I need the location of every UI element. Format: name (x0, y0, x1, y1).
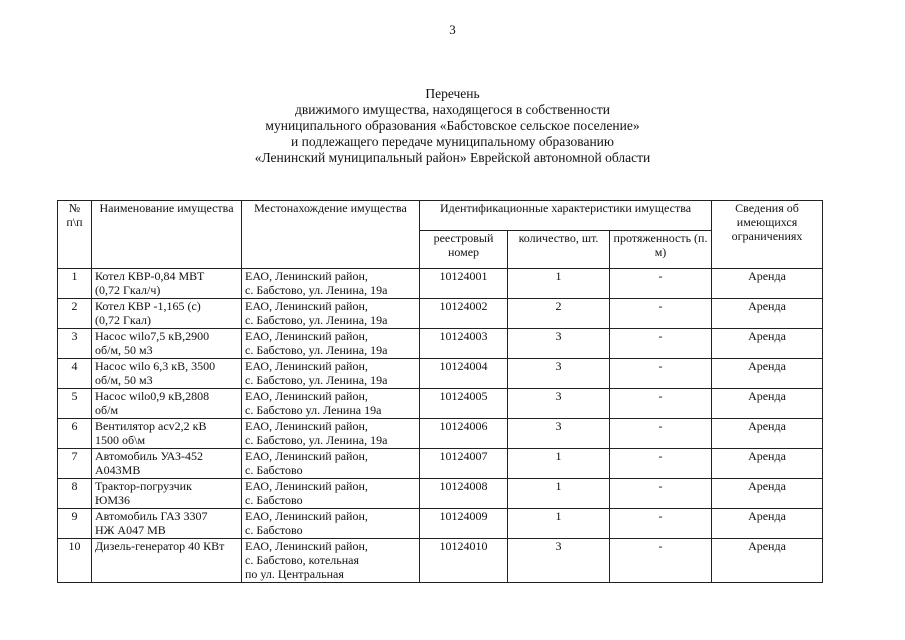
cell-num-text: 8 (71, 479, 78, 493)
cell-location-text: ЕАО, Ленинский район, (245, 419, 368, 433)
cell-name (92, 539, 242, 583)
cell-name-text: об/м, 50 м3 (95, 373, 153, 387)
cell-length-text: - (658, 509, 663, 523)
cell-name-text: Автомобиль УАЗ-452 (95, 449, 204, 463)
cell-location (242, 509, 420, 539)
header-num: № п\п (58, 201, 92, 269)
cell-quantity (508, 329, 610, 359)
cell-location-text: ЕАО, Ленинский район, (245, 449, 368, 463)
cell-restriction (712, 479, 823, 509)
cell-length (610, 509, 712, 539)
cell-location-text: с. Бабстово (245, 463, 303, 477)
cell-num-text: 3 (71, 329, 78, 343)
cell-name (92, 359, 242, 389)
cell-name-text: НЖ А047 МВ (95, 523, 166, 537)
cell-location-text: с. Бабстово, ул. Ленина, 19а (245, 433, 388, 447)
cell-reg-number-text: 10124002 (439, 299, 488, 313)
cell-location-text: с. Бабстово, ул. Ленина, 19а (245, 373, 388, 387)
cell-location-text: ЕАО, Ленинский район, (245, 329, 368, 343)
cell-location (242, 359, 420, 389)
cell-reg-number (420, 299, 508, 329)
cell-location (242, 269, 420, 299)
header-quantity: количество, шт. (508, 231, 610, 269)
cell-restriction-text: Аренда (748, 539, 786, 553)
cell-restriction-text: Аренда (748, 329, 786, 343)
cell-reg-number-text: 10124008 (439, 479, 488, 493)
cell-length-text: - (658, 449, 663, 463)
cell-name-text: Котел КВР-0,84 МВТ (95, 269, 205, 283)
table-row (58, 479, 823, 509)
cell-name (92, 449, 242, 479)
cell-length (610, 329, 712, 359)
cell-quantity (508, 479, 610, 509)
cell-length (610, 299, 712, 329)
title-line: и подлежащего передаче муниципальному образованию (291, 134, 614, 149)
cell-quantity-text: 3 (555, 329, 562, 343)
cell-location-text: с. Бабстово, котельная (245, 553, 360, 567)
cell-restriction-text: Аренда (748, 269, 786, 283)
cell-length (610, 389, 712, 419)
cell-reg-number-text: 10124005 (439, 389, 488, 403)
cell-num (58, 449, 92, 479)
cell-name-text: Котел КВР -1,165 (с) (95, 299, 201, 313)
cell-num-text: 7 (71, 449, 78, 463)
title-line: «Ленинский муниципальный район» Еврейской автономной области (254, 150, 651, 165)
cell-length-text: - (658, 359, 663, 373)
cell-quantity-text: 1 (555, 449, 562, 463)
cell-reg-number (420, 509, 508, 539)
cell-location-text: ЕАО, Ленинский район, (245, 269, 368, 283)
cell-num (58, 389, 92, 419)
cell-restriction (712, 509, 823, 539)
cell-length-text: - (658, 329, 663, 343)
cell-length (610, 449, 712, 479)
cell-location (242, 449, 420, 479)
cell-restriction (712, 329, 823, 359)
cell-name (92, 509, 242, 539)
cell-restriction-text: Аренда (748, 419, 786, 433)
cell-location-text: по ул. Центральная (245, 567, 344, 581)
title-line: Перечень (425, 86, 480, 101)
cell-quantity-text: 3 (555, 539, 562, 553)
cell-location-text: ЕАО, Ленинский район, (245, 509, 368, 523)
header-name: Наименование имущества (92, 201, 242, 269)
cell-num-text: 9 (71, 509, 78, 523)
title-line: движимого имущества, находящегося в собственности (294, 102, 611, 117)
cell-num-text: 6 (71, 419, 78, 433)
cell-location (242, 539, 420, 583)
cell-location-text: с. Бабстово, ул. Ленина, 19а (245, 283, 388, 297)
cell-reg-number-text: 10124003 (439, 329, 488, 343)
cell-quantity-text: 3 (555, 359, 562, 373)
cell-num (58, 299, 92, 329)
cell-quantity-text: 1 (555, 509, 562, 523)
page-number: 3 (449, 22, 456, 37)
table-row (58, 389, 823, 419)
cell-quantity (508, 359, 610, 389)
header-restrictions: Сведения об имеющихся ограничениях (712, 201, 823, 269)
cell-reg-number-text: 10124004 (439, 359, 488, 373)
cell-length (610, 539, 712, 583)
cell-quantity (508, 299, 610, 329)
cell-length-text: - (658, 269, 663, 283)
cell-length-text: - (658, 299, 663, 313)
cell-name (92, 269, 242, 299)
header-reg-number: реестровый номер (420, 231, 508, 269)
cell-restriction-text: Аренда (748, 389, 786, 403)
cell-location-text: ЕАО, Ленинский район, (245, 539, 368, 553)
table-header-row (58, 201, 823, 231)
cell-location-text: ЕАО, Ленинский район, (245, 299, 368, 313)
table-row (58, 299, 823, 329)
cell-name-text: Насос wilo0,9 кВ,2808 (95, 389, 210, 403)
cell-name (92, 479, 242, 509)
cell-quantity (508, 509, 610, 539)
cell-location-text: с. Бабстово, ул. Ленина, 19а (245, 313, 388, 327)
cell-location-text: ЕАО, Ленинский район, (245, 389, 368, 403)
table-row (58, 359, 823, 389)
cell-quantity-text: 2 (555, 299, 562, 313)
cell-quantity (508, 449, 610, 479)
cell-num-text: 2 (71, 299, 78, 313)
cell-restriction (712, 359, 823, 389)
cell-reg-number (420, 329, 508, 359)
cell-name-text: об/м (95, 403, 119, 417)
cell-location-text: ЕАО, Ленинский район, (245, 359, 368, 373)
cell-name-text: Автомобиль ГАЗ 3307 (95, 509, 208, 523)
table-body (58, 269, 823, 583)
cell-name-text: Насос wilo7,5 кВ,2900 (95, 329, 210, 343)
cell-quantity (508, 389, 610, 419)
cell-name-text: Насос wilo 6,3 кВ, 3500 (95, 359, 216, 373)
cell-restriction (712, 539, 823, 583)
cell-restriction (712, 389, 823, 419)
cell-location (242, 479, 420, 509)
cell-location-text: с. Бабстово, ул. Ленина, 19а (245, 343, 388, 357)
title-line: муниципального образования «Бабстовское сельское поселение» (265, 118, 640, 133)
cell-reg-number (420, 449, 508, 479)
cell-location-text: с. Бабстово ул. Ленина 19а (245, 403, 382, 417)
cell-location (242, 329, 420, 359)
table-row (58, 539, 823, 583)
cell-reg-number (420, 539, 508, 583)
document-title (0, 86, 905, 166)
cell-name (92, 419, 242, 449)
cell-num (58, 539, 92, 583)
property-table (57, 200, 823, 583)
cell-restriction-text: Аренда (748, 509, 786, 523)
header-id-group: Идентификационные характеристики имущества (420, 201, 712, 231)
table-row (58, 329, 823, 359)
cell-location (242, 389, 420, 419)
header-location: Местонахождение имущества (242, 201, 420, 269)
cell-num (58, 479, 92, 509)
cell-reg-number (420, 389, 508, 419)
cell-name-text: (0,72 Гкал) (95, 313, 151, 327)
cell-num-text: 1 (71, 269, 78, 283)
cell-name-text: Дизель-генератор 40 КВт (95, 539, 225, 553)
cell-num (58, 359, 92, 389)
cell-location-text: ЕАО, Ленинский район, (245, 479, 368, 493)
cell-name-text: 1500 об\м (95, 433, 146, 447)
cell-quantity-text: 1 (555, 269, 562, 283)
cell-name-text: ЮМЗ6 (95, 493, 131, 507)
header-length: протяженность (п. м) (610, 231, 712, 269)
cell-length (610, 479, 712, 509)
table-row (58, 419, 823, 449)
cell-num-text: 5 (71, 389, 78, 403)
cell-num (58, 329, 92, 359)
cell-num-text: 4 (71, 359, 78, 373)
cell-length (610, 419, 712, 449)
cell-length-text: - (658, 419, 663, 433)
cell-reg-number (420, 359, 508, 389)
cell-name (92, 299, 242, 329)
cell-quantity-text: 1 (555, 479, 562, 493)
cell-length (610, 359, 712, 389)
cell-location (242, 299, 420, 329)
cell-name-text: (0,72 Гкал/ч) (95, 283, 161, 297)
cell-num (58, 419, 92, 449)
cell-location-text: с. Бабстово (245, 523, 303, 537)
cell-quantity-text: 3 (555, 389, 562, 403)
cell-reg-number-text: 10124007 (439, 449, 488, 463)
cell-reg-number-text: 10124010 (439, 539, 488, 553)
cell-length-text: - (658, 389, 663, 403)
table-row (58, 509, 823, 539)
cell-name-text: А043МВ (95, 463, 141, 477)
cell-restriction-text: Аренда (748, 449, 786, 463)
cell-reg-number-text: 10124006 (439, 419, 488, 433)
cell-restriction-text: Аренда (748, 359, 786, 373)
cell-length-text: - (658, 539, 663, 553)
cell-name-text: Вентилятор acv2,2 кВ (95, 419, 207, 433)
cell-quantity-text: 3 (555, 419, 562, 433)
cell-reg-number (420, 269, 508, 299)
cell-restriction (712, 269, 823, 299)
cell-location (242, 419, 420, 449)
cell-quantity (508, 269, 610, 299)
cell-length-text: - (658, 479, 663, 493)
cell-name-text: об/м, 50 м3 (95, 343, 153, 357)
cell-reg-number (420, 479, 508, 509)
cell-restriction (712, 299, 823, 329)
cell-reg-number-text: 10124009 (439, 509, 488, 523)
cell-name-text: Трактор-погрузчик (95, 479, 192, 493)
cell-name (92, 329, 242, 359)
cell-restriction-text: Аренда (748, 479, 786, 493)
cell-location-text: с. Бабстово (245, 493, 303, 507)
table-row (58, 449, 823, 479)
cell-reg-number (420, 419, 508, 449)
cell-num-text: 10 (68, 539, 81, 553)
cell-restriction (712, 419, 823, 449)
cell-length (610, 269, 712, 299)
cell-num (58, 509, 92, 539)
cell-quantity (508, 419, 610, 449)
table-row (58, 269, 823, 299)
cell-num (58, 269, 92, 299)
cell-reg-number-text: 10124001 (439, 269, 488, 283)
cell-quantity (508, 539, 610, 583)
cell-restriction-text: Аренда (748, 299, 786, 313)
cell-name (92, 389, 242, 419)
cell-restriction (712, 449, 823, 479)
